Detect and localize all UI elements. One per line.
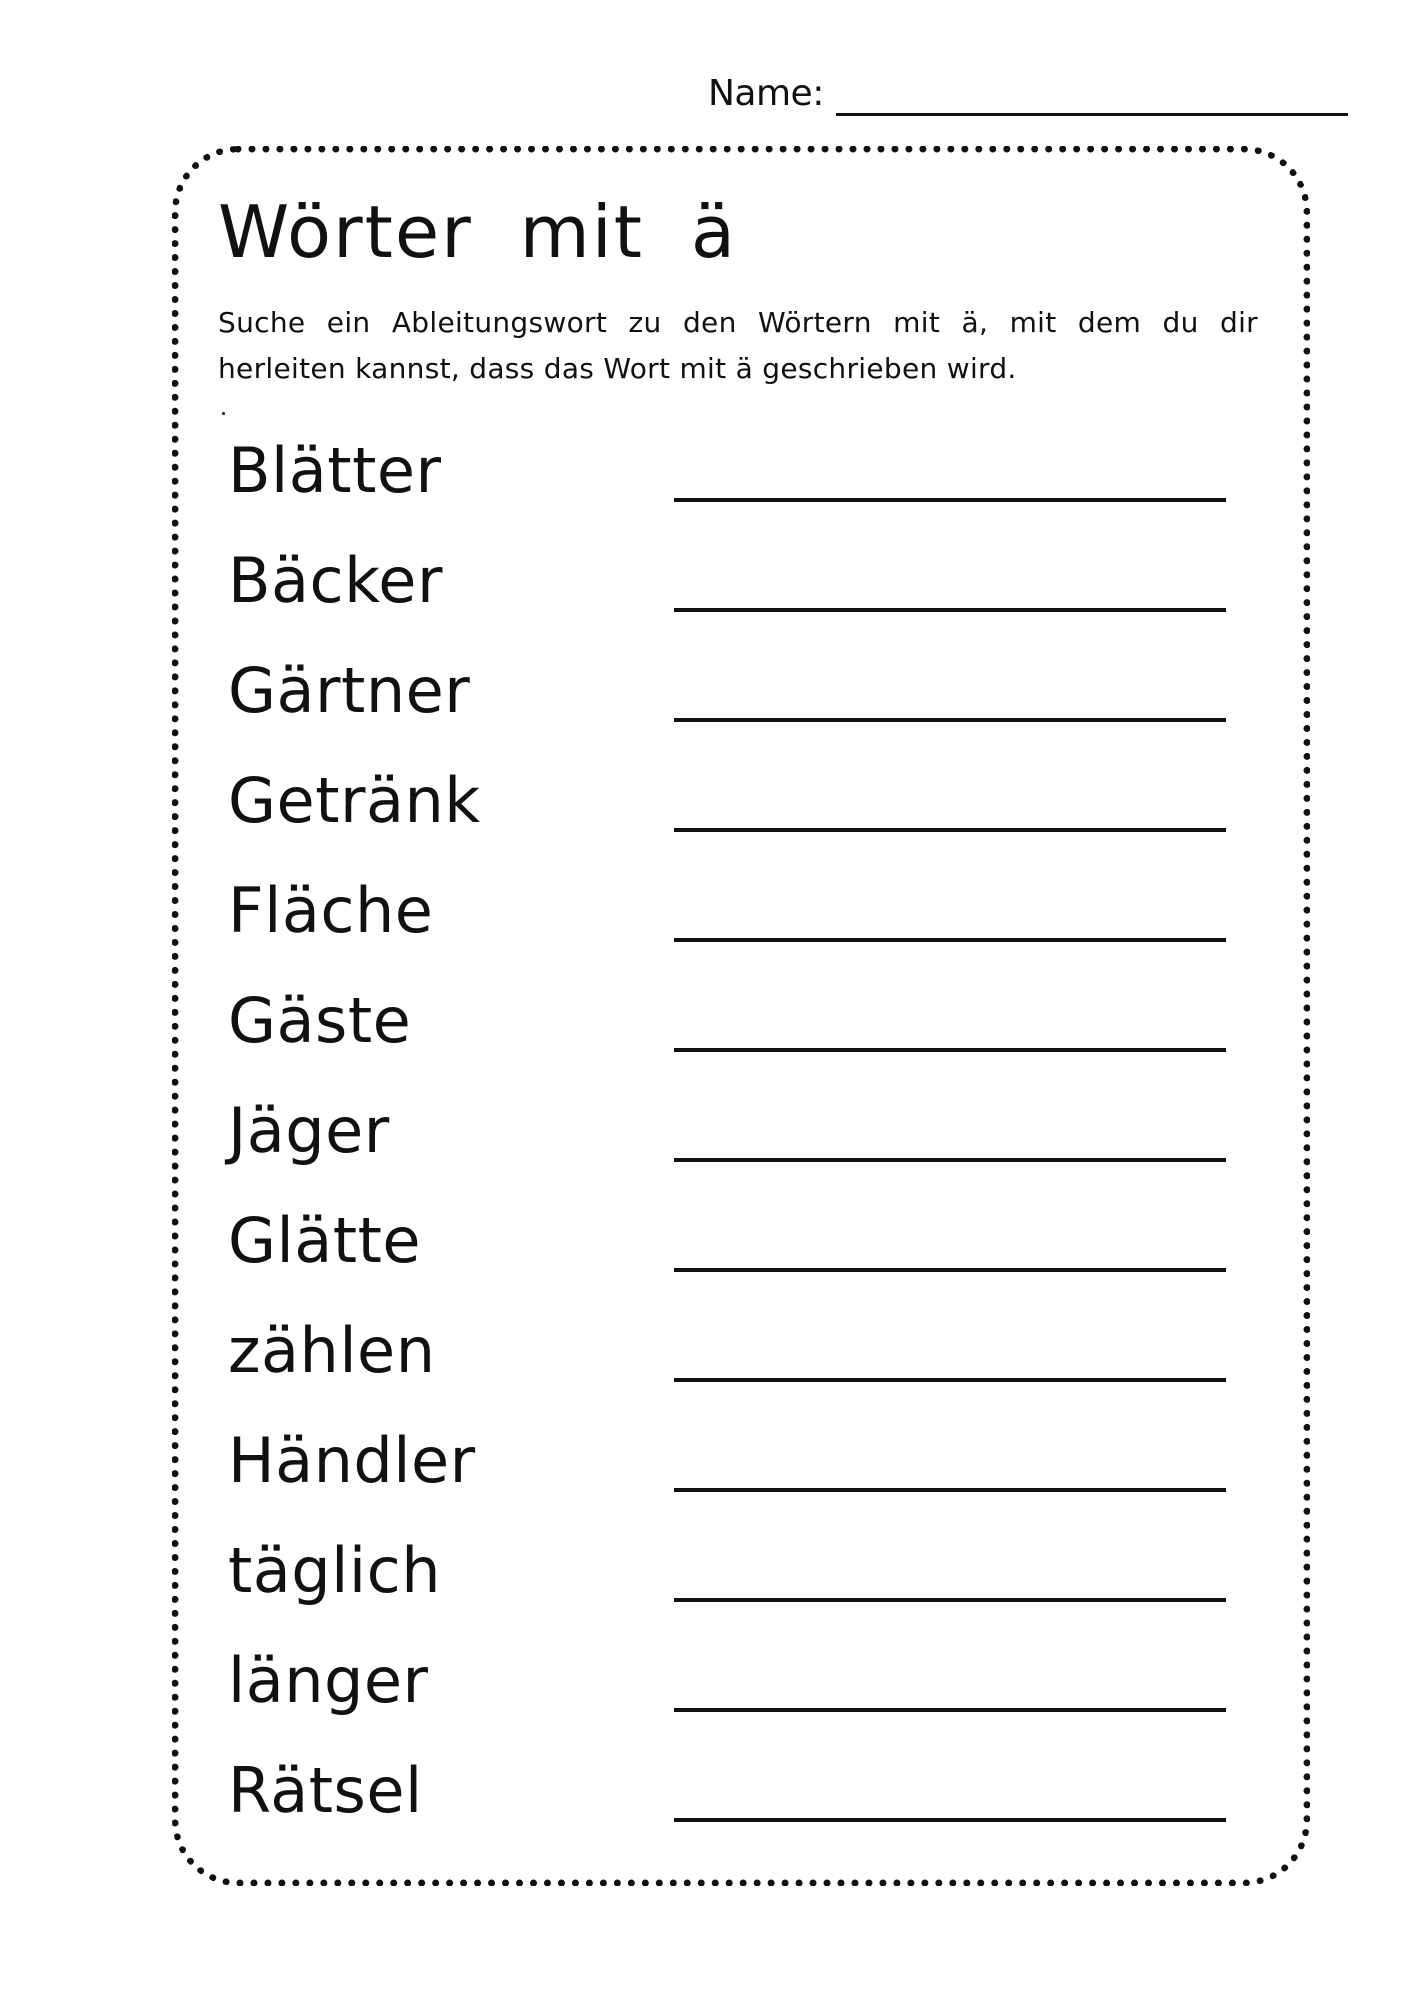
word-row (228, 870, 1228, 980)
answer-line[interactable] (674, 718, 1226, 722)
word-text: Gärtner (228, 654, 471, 727)
word-text: Jäger (228, 1094, 390, 1167)
answer-line[interactable] (674, 938, 1226, 942)
answer-line[interactable] (674, 1818, 1226, 1822)
word-row (228, 760, 1228, 870)
word-text: täglich (228, 1534, 441, 1607)
word-text: Bäcker (228, 544, 443, 617)
word-text: Fläche (228, 874, 434, 947)
answer-line[interactable] (674, 828, 1226, 832)
answer-line[interactable] (674, 1708, 1226, 1712)
stray-dot (222, 412, 225, 415)
word-text: Glätte (228, 1204, 422, 1277)
word-row (228, 650, 1228, 760)
name-field-line[interactable] (836, 73, 1348, 116)
answer-line[interactable] (674, 1378, 1226, 1382)
name-row (708, 66, 1348, 116)
word-row (228, 430, 1228, 540)
word-text: Rätsel (228, 1754, 423, 1827)
word-row (228, 540, 1228, 650)
answer-line[interactable] (674, 1048, 1226, 1052)
word-text: Getränk (228, 764, 481, 837)
word-text: zählen (228, 1314, 436, 1387)
answer-line[interactable] (674, 1158, 1226, 1162)
word-row (228, 1200, 1228, 1310)
answer-line[interactable] (674, 498, 1226, 502)
name-label: Name: (708, 73, 824, 114)
word-row (228, 1310, 1228, 1420)
answer-line[interactable] (674, 608, 1226, 612)
word-row (228, 1750, 1228, 1860)
worksheet-instruction: Suche ein Ableitungswort zu den Wörtern mit ä, mit dem du dir herleiten kannst, dass das Wort mit ä geschrieben wird. (218, 306, 1258, 385)
word-text: Gäste (228, 984, 412, 1057)
answer-line[interactable] (674, 1488, 1226, 1492)
word-text: Blätter (228, 434, 442, 507)
answer-line[interactable] (674, 1268, 1226, 1272)
answer-line[interactable] (674, 1598, 1226, 1602)
word-list (228, 430, 1228, 1860)
word-row (228, 1420, 1228, 1530)
word-row (228, 980, 1228, 1090)
word-row (228, 1640, 1228, 1750)
word-text: länger (228, 1644, 429, 1717)
word-row (228, 1090, 1228, 1200)
word-text: Händler (228, 1424, 476, 1497)
word-row (228, 1530, 1228, 1640)
worksheet-title: Wörter mit ä (218, 190, 738, 274)
